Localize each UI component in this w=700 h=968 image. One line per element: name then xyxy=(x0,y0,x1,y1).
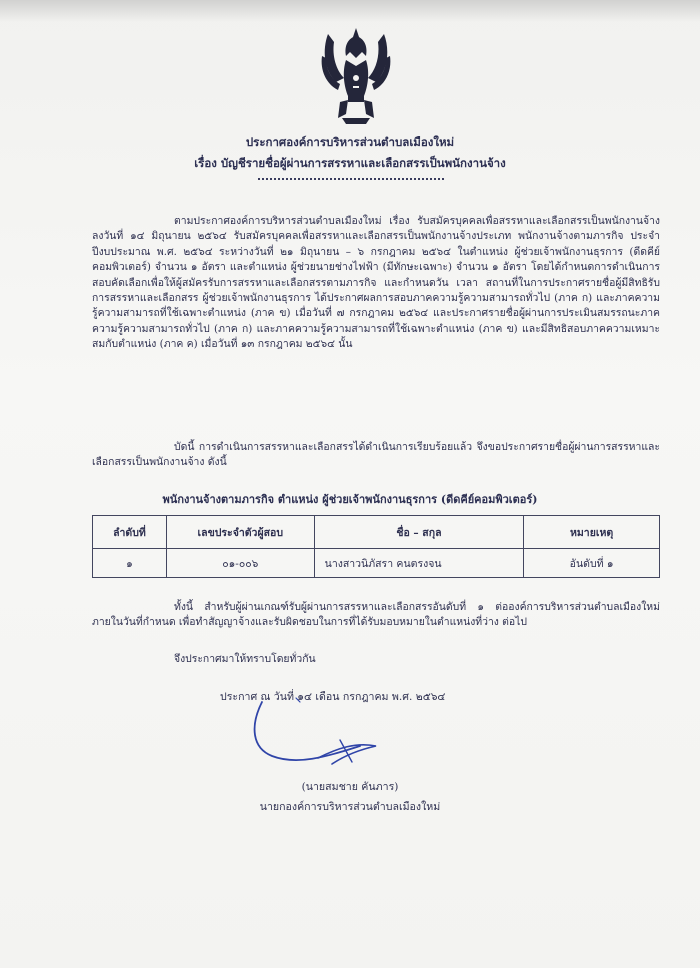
announcement-title: ประกาศองค์การบริหารส่วนตำบลเมืองใหม่ xyxy=(245,135,455,149)
header-name: ชื่อ – สกุล xyxy=(314,516,524,549)
cell-name: นางสาวนิภัสรา คนตรงจน xyxy=(314,549,524,578)
signer-position: นายกองค์การบริหารส่วนตำบลเมืองใหม่ xyxy=(259,801,441,813)
handwritten-signature xyxy=(248,696,398,776)
result-table xyxy=(92,515,660,578)
paragraph-announcement: บัดนี้ การดำเนินการสรรหาและเลือกสรรได้ดำเนินการเรียบร้อยแล้ว จึงขอประกาศรายชื่อผู้ผ่านการสรรหาและเลือกสรรเป็นพนักงานจ้าง ดังนี้ xyxy=(92,441,660,469)
header-order: ลำดับที่ xyxy=(93,516,167,549)
cell-order: ๑ xyxy=(93,549,167,578)
signer-name: (นายสมชาย คันภาร) xyxy=(301,781,399,793)
announcement-date: ประกาศ ณ วันที่ ๑๔ เดือน กรกฎาคม พ.ศ. ๒๕๖๔ xyxy=(220,691,446,703)
table-row xyxy=(93,549,660,578)
garuda-emblem xyxy=(318,26,394,126)
scan-shadow xyxy=(0,0,700,22)
cell-remark: อันดับที่ ๑ xyxy=(524,549,660,578)
title-divider xyxy=(258,178,444,180)
paragraph-conditions: ทั้งนี้ สำหรับผู้ผ่านเกณฑ์รับผู้ผ่านการสรรหาและเลือกสรรอันดับที่ ๑ ต่อองค์การบริหารส่วนตำบลเมืองใหม่ภายในวันที่กำหนด เพื่อทำสัญญาจ้างและรับผิดชอบในการที่ได้รับมอบหมายในตำแหน่งที่ว่าง ต่อไป xyxy=(92,601,660,629)
paragraph-background: ตามประกาศองค์การบริหารส่วนตำบลเมืองใหม่ เรื่อง รับสมัครบุคคลเพื่อสรรหาและเลือกสรรเป็นพนักงานจ้าง ลงวันที่ ๑๔ มิถุนายน ๒๕๖๔ รับสมัครบุคคลเพื่อสรรหาและเลือกสรรเป็นพนักงานจ้างประเภท พนักงานจ้างตามภารกิจ ประจำปีงบประมาณ พ.ศ. ๒๕๖๔ ระหว่างวันที่ ๒๑ มิถุนายน – ๖ กรกฎาคม ๒๕๖๔ ในตำแหน่ง ผู้ช่วยเจ้าพนักงานธุรการ (ดีดคีย์คอมพิวเตอร์) จำนวน ๑ อัตรา และตำแหน่ง ผู้ช่วยนายช่างไฟฟ้า (มีทักษะเฉพาะ) จำนวน ๑ อัตรา โดยได้กำหนดการดำเนินการสอบคัดเลือกเพื่อให้ผู้สมัครรับการสรรหาและเลือกสรรตามภารกิจ และกำหนดวัน เวลา สถานที่ในการประกาศรายชื่อผู้มีสิทธิรับการสรรหาและเลือกสรร ผู้ช่วยเจ้าพนักงานธุรการ ได้ประกาศผลการสอบภาคความรู้ความสามารถทั่วไป (ภาค ก) และภาคความรู้ความสามารถที่ใช้เฉพาะตำแหน่ง (ภาค ข) เมื่อวันที่ ๗ กรกฎาคม ๒๕๖๔ และประกาศรายชื่อผู้ผ่านการประเมินสมรรถนะภาคความรู้ความสามารถทั่วไป (ภาค ก) และภาคความรู้ความสามารถที่ใช้เฉพาะตำแหน่ง (ภาค ข) และมีสิทธิสอบภาคความเหมาะสมกับตำแหน่ง (ภาค ค) เมื่อวันที่ ๑๓ กรกฎาคม ๒๕๖๔ นั้น xyxy=(92,215,660,351)
announce-line: จึงประกาศมาให้ทราบโดยทั่วกัน xyxy=(174,653,316,665)
table-header-row xyxy=(93,516,660,549)
table-caption: พนักงานจ้างตามภารกิจ ตำแหน่ง ผู้ช่วยเจ้าพนักงานธุรการ (ดีดคีย์คอมพิวเตอร์) xyxy=(162,493,538,506)
header-exam-id: เลขประจำตัวผู้สอบ xyxy=(166,516,314,549)
cell-exam-id: ๐๑-๐๐๖ xyxy=(166,549,314,578)
announcement-subject: เรื่อง บัญชีรายชื่อผู้ผ่านการสรรหาและเลือกสรรเป็นพนักงานจ้าง xyxy=(194,156,506,170)
header-remark: หมายเหตุ xyxy=(524,516,660,549)
